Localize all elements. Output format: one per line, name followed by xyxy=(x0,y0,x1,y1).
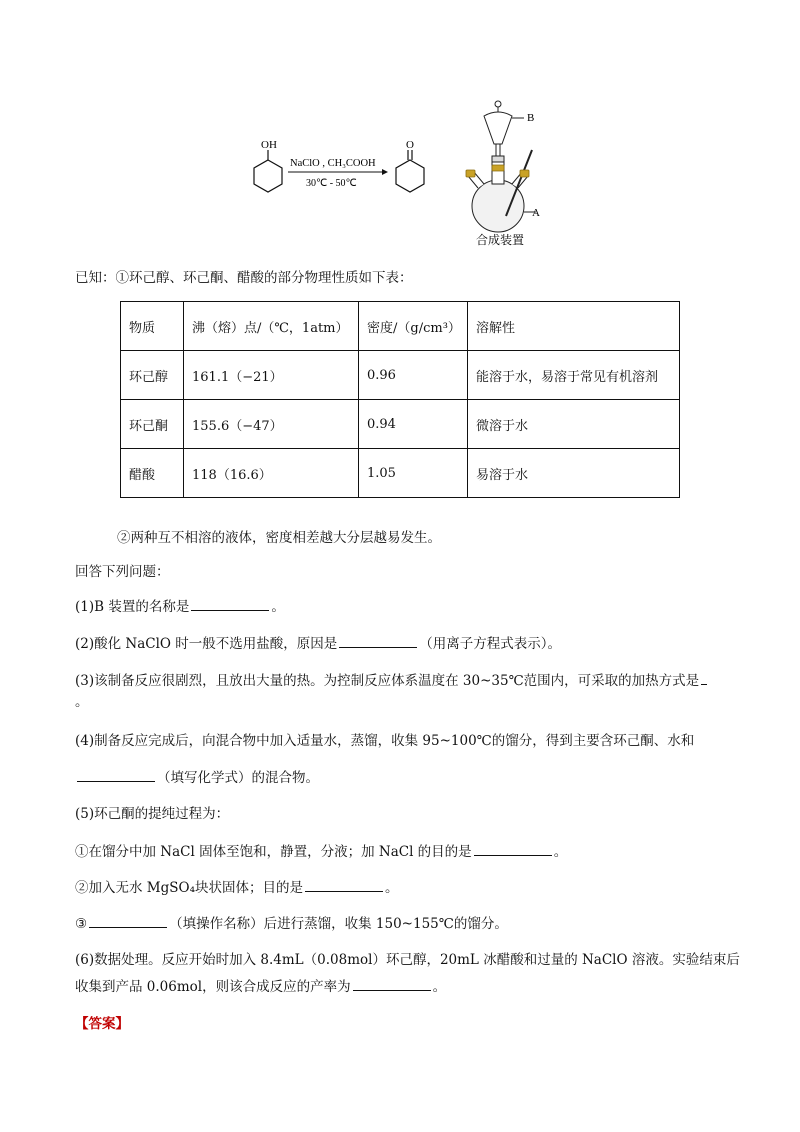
table-header-cell: 沸（熔）点/（℃，1atm） xyxy=(184,302,359,351)
question-5c xyxy=(75,913,508,934)
answer-blank[interactable] xyxy=(701,670,707,685)
question-3 xyxy=(75,670,709,691)
question-6: (6)数据处理。反应开始时加入 8.4mL（0.08mol）环己醇，20mL 冰醋酸和过量的 NaClO 溶液。实验结束后 xyxy=(75,952,740,968)
question-6-end: 。 xyxy=(432,979,447,995)
table-cell: 0.96 xyxy=(359,351,468,400)
question-5b-text: ②加入无水 MgSO₄块状固体；目的是 xyxy=(75,880,303,896)
table-cell: 环己醇 xyxy=(121,351,184,400)
cyclohexanone-structure xyxy=(396,150,424,192)
figure-caption: 合成装置 xyxy=(476,233,525,247)
answer-blank[interactable] xyxy=(474,841,552,856)
question-6-line2 xyxy=(75,976,446,997)
question-5a xyxy=(75,841,567,862)
question-1 xyxy=(75,596,285,617)
table-row xyxy=(121,449,680,498)
answer-blank[interactable] xyxy=(305,877,383,892)
cyclohexanol-structure xyxy=(254,150,282,192)
question-5c-end: （填操作名称）后进行蒸馏，收集 150~155℃的馏分。 xyxy=(169,916,508,932)
reagent-top-label: NaClO , CH₃COOH xyxy=(290,158,376,169)
answer-blank[interactable] xyxy=(191,596,269,611)
table-header-cell: 物质 xyxy=(121,302,184,351)
answer-blank[interactable] xyxy=(339,633,417,648)
table-cell: 161.1（−21） xyxy=(184,351,359,400)
table-cell: 155.6（−47） xyxy=(184,400,359,449)
answer-blank[interactable] xyxy=(77,767,155,782)
label-b: B xyxy=(527,112,535,124)
question-5b xyxy=(75,877,398,898)
reaction-figure xyxy=(240,98,560,250)
table-header-cell: 密度/（g/cm³） xyxy=(359,302,468,351)
hydroxyl-label: OH xyxy=(261,139,277,151)
answer-label: 【答案】 xyxy=(75,1016,129,1032)
question-5a-text: ①在馏分中加 NaCl 固体至饱和，静置，分液；加 NaCl 的目的是 xyxy=(75,844,472,860)
question-4: (4)制备反应完成后，向混合物中加入适量水，蒸馏，收集 95~100℃的馏分，得到主要含环己酮、水和 xyxy=(75,733,695,749)
question-5: (5)环己酮的提纯过程为： xyxy=(75,806,230,822)
answer-blank[interactable] xyxy=(353,976,431,991)
question-2-text: (2)酸化 NaClO 时一般不选用盐酸，原因是 xyxy=(75,636,338,652)
reagent-bottom-label: 30℃ - 50℃ xyxy=(306,178,357,189)
intro-text: 已知：①环己醇、环己酮、醋酸的部分物理性质如下表： xyxy=(75,270,413,286)
question-3-end: 。 xyxy=(75,694,89,710)
table-row xyxy=(121,351,680,400)
question-1-text: (1)B 装置的名称是 xyxy=(75,599,190,615)
question-5b-end: 。 xyxy=(384,880,399,896)
table-cell: 0.94 xyxy=(359,400,468,449)
table-cell: 能溶于水，易溶于常见有机溶剂 xyxy=(468,351,680,400)
prompt-text: 回答下列问题： xyxy=(75,564,170,580)
question-4-end: （填写化学式）的混合物。 xyxy=(157,770,319,786)
question-3-text: (3)该制备反应很剧烈，且放出大量的热。为控制反应体系温度在 30~35℃范围内，可采取的加热方式是 xyxy=(75,673,700,689)
table-row xyxy=(121,400,680,449)
properties-table xyxy=(120,301,680,498)
table-header-cell: 溶解性 xyxy=(468,302,680,351)
table-cell: 环己酮 xyxy=(121,400,184,449)
table-cell: 易溶于水 xyxy=(468,449,680,498)
table-header-row xyxy=(121,302,680,351)
question-5a-end: 。 xyxy=(553,844,568,860)
carbonyl-label: O xyxy=(406,139,414,151)
question-1-end: 。 xyxy=(271,599,285,615)
question-2-end: （用离子方程式表示）。 xyxy=(419,636,562,652)
question-5c-text: ③ xyxy=(75,916,88,932)
table-cell: 醋酸 xyxy=(121,449,184,498)
answer-blank[interactable] xyxy=(89,913,167,928)
table-cell: 1.05 xyxy=(359,449,468,498)
table-cell: 118（16.6） xyxy=(184,449,359,498)
question-4-line2 xyxy=(75,767,319,788)
note-2: ②两种互不相溶的液体，密度相差越大分层越易发生。 xyxy=(117,530,441,546)
label-a: A xyxy=(532,207,540,219)
table-cell: 微溶于水 xyxy=(468,400,680,449)
question-6-text: 收集到产品 0.06mol，则该合成反应的产率为 xyxy=(75,979,351,995)
question-2 xyxy=(75,633,561,654)
